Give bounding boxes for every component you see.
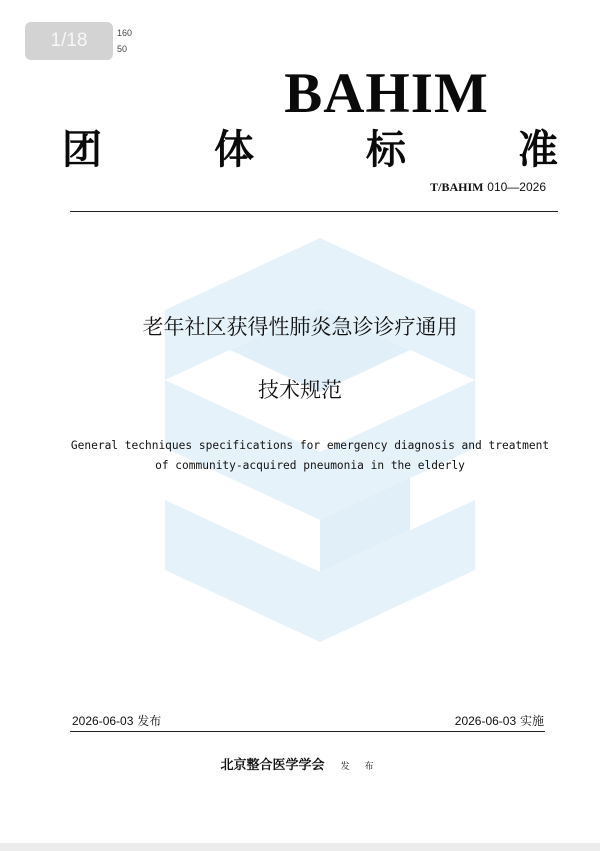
standard-type-char: 团 (62, 126, 102, 173)
effective-date: 2026-06-03 (454, 714, 517, 728)
issue-date-row (72, 713, 161, 729)
english-title (60, 436, 560, 476)
standard-type-char: 准 (518, 126, 558, 173)
standard-type-heading (62, 126, 558, 174)
publisher-verb: 发 布 (340, 762, 380, 772)
bottom-divider (70, 731, 545, 732)
publisher-line (0, 757, 600, 776)
viewer-bottom-bar (0, 843, 600, 851)
issue-date: 2026-06-03 (72, 714, 134, 728)
english-title-line1: General techniques specifications for emergency diagnosis and treatment (70, 439, 550, 452)
side-number-bottom: 50 (117, 44, 128, 54)
publisher-name: 北京整合医学学会 (220, 758, 325, 773)
page-indicator[interactable]: 1/18 (25, 22, 113, 60)
chinese-title-line2: 技术规范 (258, 378, 342, 402)
side-number-top: 160 (117, 28, 133, 38)
chinese-title-line1: 老年社区获得性肺炎急诊诊疗通用 (142, 315, 458, 339)
effective-label: 实施 (519, 714, 544, 728)
standard-code-prefix: T/BAHIM (430, 180, 484, 194)
top-divider (70, 211, 558, 212)
issue-label: 发布 (137, 714, 162, 728)
standard-code (430, 180, 546, 194)
effective-date-row (455, 713, 544, 729)
standard-type-char: 体 (214, 126, 254, 173)
english-title-line2: of community-acquired pneumonia in the elderly (155, 459, 465, 472)
association-brand: BAHIM (284, 62, 489, 125)
standard-type-char: 标 (366, 126, 406, 173)
standard-code-number: 010—2026 (487, 180, 546, 194)
